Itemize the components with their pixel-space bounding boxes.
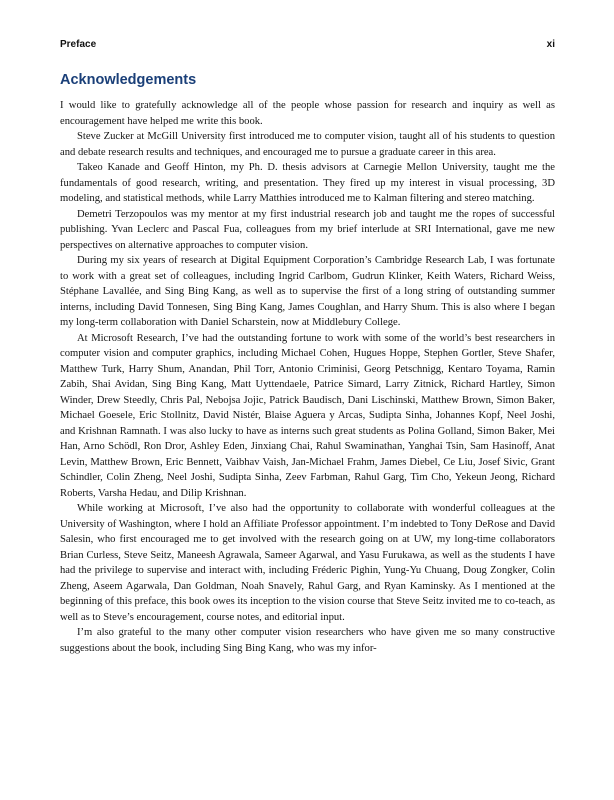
- paragraph: At Microsoft Research, I’ve had the outstanding fortune to work with some of the world’s best researchers in computer vision and computer graphics, including Michael Cohen, Hugues Hoppe, Stephen Gortler, Steve Shafer, Matthew Turk, Harry Shum, Anandan, Phil Torr, Antonio Criminisi, Georg Petschnigg, Kentaro Toyama, Ramin Zabih, Shai Avidan, Sing Bing Kang, Matt Uyttendaele, Patrice Simard, Larry Zitnick, Richard Hartley, Simon Winder, Drew Steedly, Chris Pal, Nebojsa Jojic, Patrick Baudisch, Dani Lischinski, Matthew Brown, Simon Baker, Michael Goesele, Eric Stollnitz, David Nistér, Blaise Aguera y Arcas, Sudipta Sinha, Johannes Kopf, Neel Joshi, and Krishnan Ramnath. I was also lucky to have as interns such great students as Polina Golland, Simon Baker, Mei Han, Arno Schödl, Ron Dror, Ashley Eden, Jinxiang Chai, Rahul Swaminathan, Yanghai Tsin, Sam Hasinoff, Anat Levin, Matthew Brown, Eric Bennett, Vaibhav Vaish, Jan-Michael Frahm, James Diebel, Ce Liu, Josef Sivic, Grant Schindler, Colin Zheng, Neel Joshi, Sudipta Sinha, Zeev Farbman, Rahul Garg, Tim Cho, Yekeun Jeong, Richard Roberts, Varsha Hedau, and Dilip Krishnan.: [60, 332, 555, 499]
- page-number: xi: [546, 39, 555, 50]
- section-title: Acknowledgements: [60, 72, 197, 88]
- paragraph: Takeo Kanade and Geoff Hinton, my Ph. D. thesis advisors at Carnegie Mellon University, taught me the fundamentals of good research, writing, and presentation. They fired up my interest in visual processing, 3D modeling, and statistical methods, while Larry Matthies introduced me to Kalman filtering and stereo matching.: [60, 162, 555, 204]
- paragraph: I’m also grateful to the many other computer vision researchers who have given me so many constructive suggestions about the book, including Sing Bing Kang, who was my infor-: [60, 627, 555, 654]
- paragraph: Steve Zucker at McGill University first introduced me to computer vision, taught all of his students to question and debate research results and techniques, and encouraged me to pursue a graduate career in this area.: [60, 131, 555, 158]
- book-page: [60, 38, 555, 656]
- running-header: [60, 38, 555, 52]
- body-text: [60, 98, 555, 656]
- paragraph: Demetri Terzopoulos was my mentor at my first industrial research job and taught me the ropes of successful publishing. Yvan Leclerc and Pascal Fua, colleagues from my brief interlude at SRI International, gave me new perspectives on alternative approaches to computer vision.: [60, 208, 555, 251]
- paragraph: I would like to gratefully acknowledge all of the people whose passion for research and inquiry as well as encouragement have helped me write this book.: [60, 100, 555, 127]
- paragraph: During my six years of research at Digital Equipment Corporation’s Cambridge Research Lab, I was fortunate to work with a great set of colleagues, including Ingrid Carlbom, Gudrun Klinker, Keith Waters, Richard Weiss, Stéphane Lavallée, and Sing Bing Kang, as well as to supervise the first of a long string of outstanding summer interns, including David Tonnesen, Sing Bing Kang, James Coughlan, and Harry Shum. This is also where I began my long-term collaboration with Daniel Scharstein, now at Middlebury College.: [60, 255, 555, 328]
- running-header-chapter: Preface: [60, 39, 97, 50]
- paragraph: While working at Microsoft, I’ve also had the opportunity to collaborate with wonderful colleagues at the University of Washington, where I hold an Affiliate Professor appointment. I’m indebted to Tony DeRose and David Salesin, who first encouraged me to get involved with the research going on at UW, my long-time collaborators Brian Curless, Steve Seitz, Maneesh Agrawala, Sameer Agarwal, and Yasu Furukawa, as well as the students I have had the privilege to supervise and interact with, including Fréderic Pighin, Yung-Yu Chuang, Doug Zongker, Colin Zheng, Aseem Agarwala, Dan Goldman, Noah Snavely, Rahul Garg, and Ryan Kaminsky. As I mentioned at the beginning of this preface, this book owes its inception to the vision course that Steve Seitz invited me to co-teach, as well as to Steve’s encouragement, course notes, and editorial input.: [60, 503, 555, 623]
